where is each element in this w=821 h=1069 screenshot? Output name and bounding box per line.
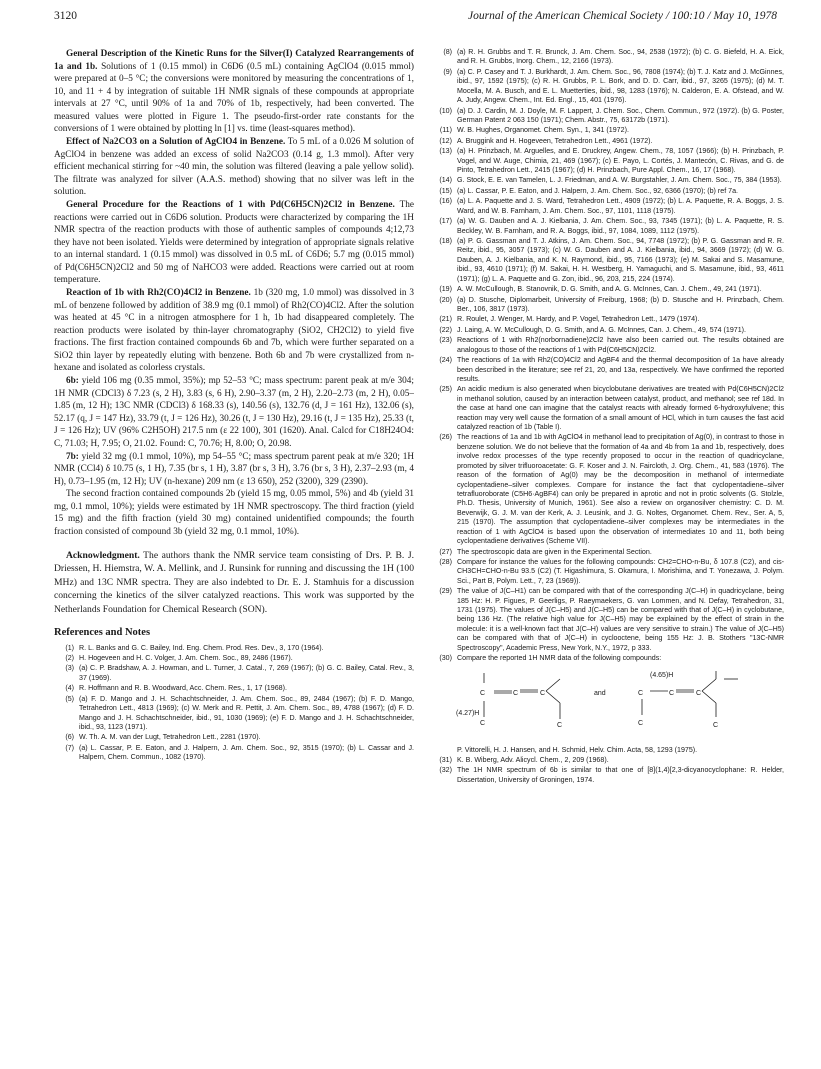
reference-item [432, 746, 784, 755]
acknowledgment-heading: Acknowledgment. [66, 549, 140, 561]
reference-number: (20) [439, 295, 452, 304]
reference-item [432, 285, 784, 294]
reference-text: (a) R. H. Grubbs and T. R. Brunck, J. Am. Chem. Soc., 94, 2538 (1972); (b) C. G. Biefeld, H. A. Eick, and R. H. Grubbs, Inorg. Chem., 12, 2166 (1973). [457, 48, 784, 66]
reference-number: (6) [65, 733, 74, 742]
reference-number: (27) [439, 547, 452, 556]
reference-number: (3) [65, 664, 74, 673]
reference-item [432, 558, 784, 586]
reference-text: (a) L. Cassar, P. E. Eaton, and J. Halpern, J. Am. Chem. Soc., 92, 6366 (1970); (b) ref 7a. [457, 186, 738, 195]
reference-text: W. Th. A. M. van der Lugt, Tetrahedron Lett., 2281 (1970). [79, 733, 261, 742]
reference-item [432, 654, 784, 663]
kinetic-runs-heading: General Description of the Kinetic Runs for the Silver(I) Catalyzed Rearrangements of 1a and 1b. [54, 49, 414, 72]
reference-number: (26) [439, 433, 452, 442]
reference-number: (17) [439, 217, 452, 226]
acknowledgment [54, 549, 414, 617]
atom-c-6: C [638, 689, 644, 697]
reference-number: (9) [443, 67, 452, 76]
references-list-right-after [432, 746, 784, 786]
reference-number: (11) [439, 126, 452, 135]
reference-text: (a) F. D. Mango and J. H. Schachtschneider, J. Am. Chem. Soc., 89, 2484 (1967); (b) F. D. Mango, Tetrahedron Lett., 4813 (1969); (c) W. Merk and R. Pettit, J. Am. Chem. Soc., 89, 4788 (1967); (d) F. D. Mango and J. H. Schachtschneider, ibid., 91, 1030 (1969); (e) F. D. Mango and J. H. Schachtschneider, ibid., 93, 1123 (1971). [79, 694, 414, 731]
reference-item [432, 147, 784, 175]
reference-number: (12) [439, 136, 452, 145]
reference-text: (a) W. G. Dauben and A. J. Kielbania, J. Am. Chem. Soc., 93, 7345 (1971); (b) L. A. Paquette, R. S. Beckley, W. B. Farnham, and R. A. Boggs, ibid., 97, 1084, 1089, 1112 (1975). [457, 217, 784, 235]
journal-citation: Journal of the American Chemical Society / 100:10 / May 10, 1978 [468, 10, 777, 22]
reference-item [432, 187, 784, 196]
reference-item [54, 695, 414, 733]
reference-item [432, 137, 784, 146]
references-list-right [432, 48, 784, 664]
reference-item [54, 654, 414, 663]
reference-number: (25) [439, 385, 452, 394]
reference-text: Compare the reported 1H NMR data of the following compounds: [457, 654, 662, 663]
ref30-structures [454, 669, 754, 737]
references-heading: References and Notes [54, 626, 151, 638]
reference-item [432, 197, 784, 216]
reference-number: (32) [439, 766, 452, 775]
reference-text: A. Bruggink and H. Hogeveen, Tetrahedron Lett., 4961 (1972). [457, 136, 653, 145]
reference-text: (a) H. Prinzbach, M. Arguelles, and E. Druckrey, Angew. Chem., 78, 1057 (1966); (b) H. Prinzbach, P. Vogel, and W. Auge, Chimia, 21, 469 (1967); (c) E. Payo, L. Cortés, J. Mantecón, C. Rivas, and G. de Pinto, Tetrahedron Lett., 2415 (1967); (d) H. Prinzbach, Pure Appl. Chem., 16, 17 (1968). [457, 147, 784, 175]
reference-item [54, 733, 414, 742]
reference-text: Compare for instance the values for the following compounds: CH2=CHO-n-Bu, δ 107.8 (C2), and cis-CH3CH=CHO-n-Bu 93.5 (C2) (T. Higashimura, S. Okamura, I. Morishima, and T. Yonezawa, J. Polym. Sci., Part B, Polym. Lett., 7, 23 (1969)). [457, 557, 784, 585]
atom-c-1: C [480, 689, 486, 697]
reference-text: G. Stock, E. E. van Tamelen, L. J. Friedman, and A. W. Burgstahler, J. Am. Chem. Soc., 75, 384 (1953). [457, 176, 782, 185]
reference-item [432, 68, 784, 106]
reference-item [432, 587, 784, 653]
atom-c-10: C [638, 719, 644, 727]
reference-text: H. Hogeveen and H. C. Volger, J. Am. Chem. Soc., 89, 2486 (1967). [79, 654, 293, 663]
na2co3-heading: Effect of Na2CO3 on a Solution of AgClO4 in Benzene. [66, 137, 286, 148]
atom-c-2: C [513, 689, 519, 697]
reference-text: The 1H NMR spectrum of 6b is similar to that one of [8](1,4)[2,3-dicyanocyclophane: R. Helder, Dissertation, University of Groningen, 1974. [457, 766, 784, 784]
reference-text: The reactions of 1a with Rh2(CO)4Cl2 and AgBF4 and the thermal decomposition of 1a have already been described in the literature; see ref 21, 20, and 13a, respectively. We have confirmed the reported results. [457, 356, 784, 383]
reference-text: R. Roulet, J. Wenger, M. Hardy, and P. Vogel, Tetrahedron Lett., 1479 (1974). [457, 315, 700, 324]
label-427: (4.27)H [456, 709, 480, 717]
reference-text: (a) C. P. Casey and T. J. Burkhardt, J. Am. Chem. Soc., 96, 7808 (1974); (b) T. J. Katz and J. McGinnes, ibid., 97, 1592 (1975); (c) R. H. Grubbs, P. L. Bork, and D. D. Carr, ibid., 97, 3265 (1975); (d) M. T. Mocella, M. A. Busch, and E. L. Muetterties, ibid., 98, 1283 (1976); N. Calderon, E. A. Ofstead, and W. A. Judy, Angew. Chem., Int. Ed. Engl., 15, 401 (1976). [457, 67, 784, 105]
reference-text: (a) L. Cassar, P. E. Eaton, and J. Halpern, J. Am. Chem. Soc., 92, 3515 (1970); (b) L. Cassar and J. Halpern, Chem. Commun., 1082 (1970). [79, 743, 414, 762]
atom-c-4: C [557, 721, 563, 729]
reference-text: (a) L. A. Paquette and J. S. Ward, Tetrahedron Lett., 4909 (1972); (b) L. A. Paquette, R. A. Boggs, J. S. Ward, and W. B. Farnham, J. Am. Chem. Soc., 97, 1101, 1118 (1975). [457, 197, 784, 215]
reference-number: (21) [439, 315, 452, 324]
reference-item [432, 237, 784, 284]
reference-item [432, 336, 784, 355]
reference-text: The spectroscopic data are given in the Experimental Section. [457, 547, 652, 556]
reference-number: (1) [65, 643, 74, 652]
reference-text: R. L. Banks and G. C. Bailey, Ind. Eng. Chem. Prod. Res. Dev., 3, 170 (1964). [79, 643, 324, 652]
and-label: and [594, 689, 606, 697]
reference-item [432, 315, 784, 324]
reference-item [432, 326, 784, 335]
reference-text: A. W. McCullough, B. Stanovnik, D. G. Smith, and A. G. McInnes, Can. J. Chem., 49, 241 (1971). [457, 285, 762, 294]
reference-item [54, 644, 414, 653]
reference-text: The reactions of 1a and 1b with AgClO4 in methanol lead to precipitation of Ag(0), in contrast to those in benzene solution. We do not believe that the formation of 4a and 4b from 1a and 1b, respectively, does involve redox processes of the type recently proposed to occur in the reaction of quadricyclane, promoted by silver trifluoroacetate: G. F. Koser and J. N. Fairclоth, J. Org. Chem., 41, 583 (1976). The reason of the formation of Ag(0) may be the decomposition in methanol of intermediate cyclopentadiene–silver complexes. Compare for instance the fact that cyclopentadiene–silver tetrafluoroborate (C5H6·AgBF4) can only be prepared in aprotic and not in protic solvents (G. Stolzle, Ph.D. Thesis, University of Munich, 1961). See also a review on organosilver chemistry: C. D. M. Beverwijk, G. J. M. van der Kerk, A. J. Leusink, and J. G. Noltes, Organomet. Chem. Rev., Ser. A, 5, 215 (1970). The assumption that cyclopentadiene–silver complexes may be intermediates in the reaction of 1 with AgClO4 is based upon the observation of intermediates 10 and 11, both being cyclopentadiene derivatives (Scheme VII). [457, 433, 784, 546]
reference-number: (16) [439, 197, 452, 206]
reference-number: (14) [439, 176, 452, 185]
reference-text: An acidic medium is also generated when bicyclobutane derivatives are treated with Pd(C6H5CN)2Cl2 in methanol solution, caused by an interaction between catalyst, product, and methanol; see ref 18d. In the case at hand one can imagine that the catalyst reacts with already formed 6-hydroxyfulvene; this reaction may very well cause the formation of a small amount of HCl, which in turn causes the fast acid catalyzed reaction of 1b (Table I). [457, 385, 784, 432]
reference-number: (7) [65, 743, 74, 752]
reference-text: Reactions of 1 with Rh2(norbornadiene)2Cl2 have also been carried out. The results obtained are analogous to those of the reactions of 1 with Pd(C6H5CN)2Cl2. [457, 336, 784, 354]
reference-text: W. B. Hughes, Organomet. Chem. Syn., 1, 341 (1972). [457, 126, 629, 135]
reference-number: (28) [439, 557, 452, 566]
reference-number [432, 746, 457, 755]
na2co3-text: To 5 mL of a 0.026 M solution of AgClO4 in benzene was added an excess of solid Na2CO3 (0.14 g, 1.3 mmol). After very efficient mechanical stirring for ~40 min, the solution was filtered (leaving a pale yellow solid). The filtrate was analyzed for silver (A.A.S. method) showing that no silver was left in the solution. [54, 137, 414, 198]
reference-item [432, 296, 784, 315]
reference-number: (5) [65, 694, 74, 703]
running-head [54, 10, 777, 26]
reference-item [432, 756, 784, 765]
reference-item [432, 107, 784, 126]
reference-item [432, 126, 784, 135]
rh-reaction-text: 1b (320 mg, 1.0 mmol) was dissolved in 3 mL of benzene followed by addition of 38.9 mg (0.1 mmol) of Rh2(CO)4Cl2. After the solution was heated at 45 °C in a nitrogen atmosphere for 1 h, 1b had disappeared completely. The reaction products were isolated by thin-layer chromatography (SiO2, CH2Cl2) to yield five fractions. The first fraction contained compounds 6b and 7b, which were further separated on a SiO2 thin layer by repeatedly eluting with benzene. Both 6b and 7b were crystallized from n-hexane and isolated as colorless crystals. [54, 287, 414, 374]
reference-number: (13) [439, 147, 452, 156]
compound-7b-label: 7b: [66, 451, 79, 462]
atom-c-7: C [669, 689, 675, 697]
atom-c-9: C [713, 721, 719, 729]
reference-text: (a) D. Stusche, Diplomarbeit, University of Freiburg, 1968; (b) D. Stusche and H. Prinzbach, Chem. Ber., 106, 3817 (1973). [457, 295, 784, 313]
left-column [54, 48, 414, 1058]
reference-number: (4) [65, 684, 74, 693]
reference-number: (19) [439, 285, 452, 294]
reference-number: (18) [439, 237, 452, 246]
reference-number: (10) [439, 106, 452, 115]
right-column [432, 48, 784, 1058]
atom-c-3: C [540, 689, 546, 697]
reference-text: (a) P. G. Gassman and T. J. Atkins, J. Am. Chem. Soc., 94, 7748 (1972); (b) P. G. Gassman and R. R. Reitz, ibid., 95, 3057 (1973); (c) W. G. Dauben and A. J. Kielbania, ibid., 94, 3669 (1972); (d) W. G. Dauben, A. J. Kielbania, and K. N. Raymond, ibid., 95, 7166 (1973); (e) M. Sakai and S. Masamune, ibid., 93, 4610 (1971); (f) M. Sakai, H. H. Westberg, H. Yamaguchi, and S. Masamune, ibid., 93, 4611 (1971); (g) L. A. Paquette and G. Zon, ibid., 96, 203, 215, 224 (1974). [457, 237, 784, 283]
pd-procedure-text: The reactions were carried out in C6D6 solution. Products were characterized by comparing the 1H NMR spectra of the reaction products with those of authentic samples of compounds 4;12,73 they have not been isolated. Yields were determined by integration of appropriate signals relative to an internal standard. 1 (0.15 mmol) was dissolved in 0.5 mL of C6D6; 5.7 mg (0.015 mmol) of Pd(C6H5CN)2Cl2 and 50 mg of NaHCO3 were added. Reactions were carried out at room temperature. [54, 199, 414, 286]
acknowledgment-text: The authors thank the NMR service team consisting of Drs. P. B. J. Driessen, H. Hiemstra, W. A. Mellink, and J. Runsink for running and discussing the 1H (100 MHz) and 13C NMR spectra. They are also indebted to Dr. E. J. Stamhuis for a discussion concerning the kinetics of the silver catalyzed reactions. This work was supported by the Netherlands Foundation for Chemical Research (SON). [54, 549, 414, 615]
rh-reaction-heading: Reaction of 1b with Rh2(CO)4Cl2 in Benzene. [66, 287, 251, 298]
reference-item [432, 433, 784, 546]
reference-item [432, 385, 784, 432]
compound-6b-data: yield 106 mg (0.35 mmol, 35%); mp 52–53 °C; mass spectrum: parent peak at m/e 304; 1H NMR (CDCl3) δ 7.23 (s, 2 H), 3.83 (s, 6 H), 2.90–3.37 (m, 2 H), 2.20–2.73 (m, 2 H), 0.05–1.85 (m, 12 H); 13C NMR (CDCl3) δ 168.33 (s), 140.56 (s), 132.76 (d, J = 161 Hz), 132.06 (s), 52.17 (q, J = 147 Hz), 33.79 (t, J = 126 Hz), 30.26 (t, J = 130 Hz), 29.16 (t, J = 135 Hz), 25.33 (t, J = 126 Hz); UV (96% C2H5OH) 217.5 nm (ε 22 100), 301 (1620). Anal. Calcd for C18H24O4: C, 71.03; H, 7.95; O, 21.02. Found: C, 70.76; H, 8.00; O, 20.98. [54, 376, 414, 449]
pd-procedure-heading: General Procedure for the Reactions of 1 with Pd(C6H5CN)2Cl2 in Benzene. [66, 199, 395, 210]
kinetic-runs-text: Solutions of 1 (0.15 mmol) in C6D6 (0.5 mL) containing AgClO4 (0.015 mmol) were prepared at 0–5 °C; the conversions were monitored by measuring the concentrations of 1, 10, and 11 + 4 by integration of suitable 1H NMR signals of these compounds at appropriate intervals at 27 °C, until 90% of 1a and 70% of 1b, respectively, had been converted. The measured values were plotted in Figure 1. The pseudo-first-order rate constants for the conversions of 1 were obtained by plotting ln [1] vs. time (least-squares method). [54, 61, 414, 135]
reference-number: (22) [439, 325, 452, 334]
reference-text: R. Hoffmann and R. B. Woodward, Acc. Chem. Res., 1, 17 (1968). [79, 684, 287, 693]
reference-text: The value of J(C–H1) can be compared with that of the corresponding J(C–H) in quadricyclane, being 185 Hz: H. P. Figues, P. Geerligs, P. Raeymaekers, G. van Lommen, and N. Defay, Tetrahedron, 31, 1731 (1975). The values of J(C–H5) and J(C–H5) can be compared with that of J(C–H) in cyclobutane, being 136 Hz. (The relative high value for J(C–H5) may be explained by the effect of strain in the molecule: it is a well-known fact that J(C–H) values are very sensitive to strain.) The value of J(C–H5) can be compared with that of J(C–H) in cyclooctene, being 155 Hz: J. B. Stothers "13C-NMR Spectroscopy", Academic Press, New York, N.Y., 1972, p 333. [457, 587, 784, 652]
reference-number: (24) [439, 356, 452, 365]
reference-item [432, 548, 784, 557]
reference-number: (31) [439, 756, 452, 764]
reference-item [54, 684, 414, 693]
reference-item [54, 744, 414, 763]
reference-text: K. B. Wiberg, Adv. Alicycl. Chem., 2, 209 (1968). [457, 756, 609, 764]
reference-number: (29) [439, 587, 452, 596]
compound-7b-data: yield 32 mg (0.1 mmol, 10%), mp 54–55 °C; mass spectrum parent peak at m/e 320; 1H NMR (CCl4) δ 10.75 (s, 1 H), 7.35 (br s, 1 H), 3.87 (br s, 3 H), 3.76 (br s, 3 H), 2.37–2.93 (m, 4 H), 0.73–1.95 (m, 12 H); UV (n-hexane) 209 nm (ε 13 650), 252 (3200), 329 (2390). [54, 451, 414, 487]
fractions-text: The second fraction contained compounds 2b (yield 15 mg, 0.05 mmol, 5%) and 4b (yield 31 mg, 0.1 mmol, 10%); yields were estimated by 1H NMR spectroscopy. The third fraction (yield 15 mg) and the fifth fraction (yield 30 mg) contained unidentified compounds; the fourth fraction consisted of compound 3b (yield 32 mg, 0.1 mmol, 10%). [54, 489, 414, 537]
reference-text: P. Vittorelli, H. J. Hansen, and H. Schmid, Helv. Chim. Acta, 58, 1293 (1975). [457, 745, 698, 754]
reference-text: (a) D. J. Cardin, M. J. Doyle, M. F. Lappert, J. Chem. Soc., Chem. Commun., 972 (1972). (b) G. Poster, German Patent 2 063 150 (1971); Chem. Abstr., 75, 63172b (1971). [457, 106, 784, 124]
page-number: 3120 [54, 10, 77, 22]
reference-item [54, 664, 414, 683]
compound-6b-label: 6b: [66, 376, 79, 387]
label-465: (4.65)H [650, 671, 674, 679]
reference-number: (30) [439, 654, 452, 663]
reference-number: (8) [443, 48, 452, 56]
atom-c-5: C [480, 719, 486, 727]
references-list-left [54, 644, 414, 763]
reference-item [432, 176, 784, 185]
reference-item [432, 217, 784, 236]
atom-c-8: C [696, 689, 702, 697]
experimental-section [54, 48, 414, 539]
reference-text: (a) C. P. Bradshaw, A. J. Howman, and L. Turner, J. Catal., 7, 269 (1967); (b) G. C. Bailey, Catal. Rev., 3, 37 (1969). [79, 664, 414, 682]
reference-number: (2) [65, 654, 74, 663]
reference-number: (23) [439, 336, 452, 345]
reference-item [432, 356, 784, 384]
reference-text: J. Laing, A. W. McCullough, D. G. Smith, and A. G. McInnes, Can. J. Chem., 49, 574 (1971). [457, 325, 747, 334]
reference-item [432, 766, 784, 785]
reference-item [432, 48, 784, 67]
reference-number: (15) [439, 186, 452, 195]
